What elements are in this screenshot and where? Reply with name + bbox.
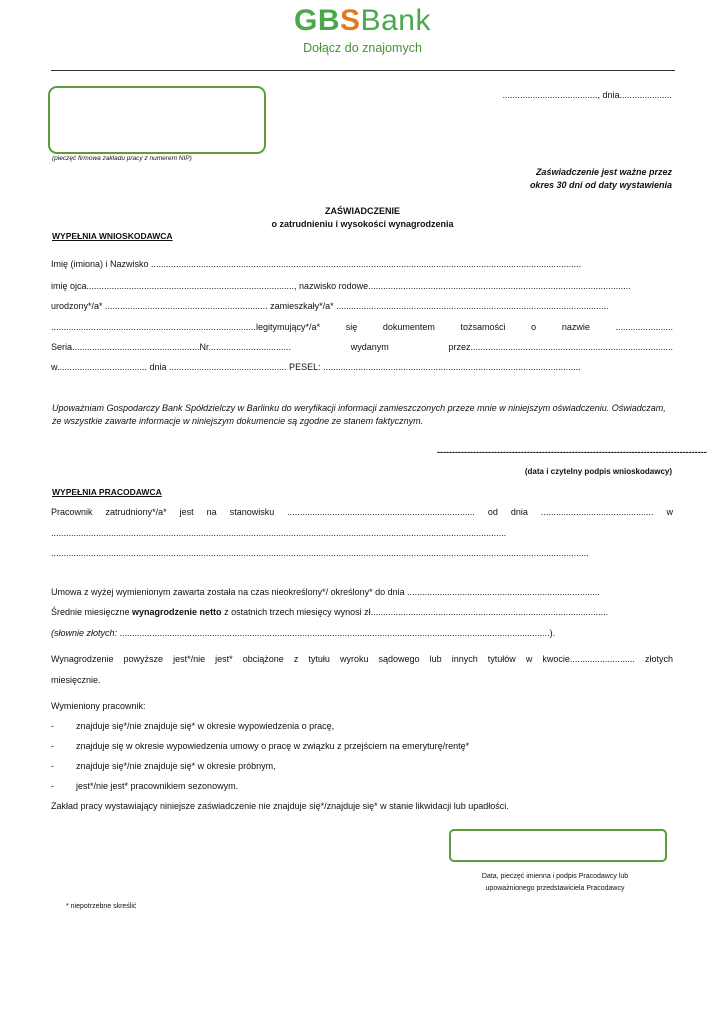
employer-stamp-box[interactable] <box>449 829 667 862</box>
title-main: ZAŚWIADCZENIE <box>325 206 400 216</box>
id-series-field[interactable]: Seria...................................................Nr................................. wydanym przez................................................................................. <box>51 342 673 352</box>
footnote: * niepotrzebne skreślić <box>66 903 137 910</box>
salary-words-field[interactable]: (słownie złotych: ............................................................................................................................................................................). <box>51 628 556 638</box>
validity-line-1: Zaświadczenie jest ważne przez <box>535 167 672 177</box>
position-continuation-field-2[interactable]: ....................................................................................................................................................................................................................... <box>51 548 589 558</box>
company-stamp-box[interactable] <box>48 86 266 154</box>
logo-tagline: Dołącz do znajomych <box>303 41 422 55</box>
employer-section-heading: WYPEŁNIA PRACODAWCA <box>52 487 162 497</box>
list-item: - jest*/nie jest* pracownikiem sezonowym. <box>51 781 239 791</box>
position-continuation-field[interactable]: ...................................................................................................................................................................................... <box>51 528 507 538</box>
title-sub: o zatrudnieniu i wysokości wynagrodzenia <box>271 219 454 229</box>
applicant-name-field[interactable]: Imię (imiona) i Nazwisko ............................................................................................................................................................................ <box>51 259 582 269</box>
list-item: - znajduje się w okresie wypowiedzenia umowy o pracę w związku z przejściem na emeryturę/rentę* <box>51 741 470 751</box>
header-divider <box>51 70 675 71</box>
list-item: - znajduje się*/nie znajduje się* w okresie próbnym, <box>51 761 276 771</box>
issue-pesel-field[interactable]: w.................................... dnia ............................................... PESEL: ....................................................................................................... <box>51 362 581 372</box>
id-document-field[interactable]: ..................................................................................legitymujący*/a* się dokumentem tożsamości o nazwie ....................... <box>51 322 673 332</box>
document-title <box>0 205 725 231</box>
liquidation-statement: Zakład pracy wystawiający niniejsze zaświadczenie nie znajduje się*/znajduje się* w stanie likwidacji lub upadłości. <box>51 801 509 811</box>
salary-burden-field[interactable]: Wynagrodzenie powyższe jest*/nie jest* obciążone z tytułu wyroku sądowego lub innych tytułów w kwocie.......................... złotych <box>51 654 673 664</box>
bank-logo: GBSBank <box>294 4 431 37</box>
applicant-section-heading: WYPEŁNIA WNIOSKODAWCA <box>52 231 173 241</box>
authorization-statement: Upoważniam Gospodarczy Bank Spółdzielczy w Barlinku do weryfikacji informacji zamieszczonych przeze mnie w niniejszym oświadczeniu. Oświadczam, że wszystkie zawarte informacje w niniejszym dokumencie są zgodne ze stanem faktycznym. <box>52 403 666 426</box>
position-field[interactable]: Pracownik zatrudniony*/a* jest na stanowisku ........................................................................... od dnia ............................................. w <box>51 507 673 517</box>
worker-status-intro: Wymieniony pracownik: <box>51 701 146 711</box>
validity-note <box>530 166 672 192</box>
applicant-signature-line[interactable]: ------------------------------------------------------------------------------------------ <box>437 447 707 457</box>
net-salary-field[interactable]: Średnie miesięczne wynagrodzenie netto z ostatnich trzech miesięcy wynosi zł............................................................................................... <box>51 607 609 617</box>
place-date-field[interactable]: ......................................, dnia..................... <box>502 90 672 100</box>
salary-burden-continuation: miesięcznie. <box>51 675 101 685</box>
employer-caption-line-2: upoważnionego przedstawiciela Pracodawcy <box>485 885 625 892</box>
employer-stamp-caption <box>430 871 680 895</box>
contract-term-field[interactable]: Umowa z wyżej wymienionym zawarta została na czas nieokreślony*/ określony* do dnia ............................................................................. <box>51 587 600 597</box>
father-name-field[interactable]: imię ojca..................................................................................., nazwisko rodowe......................................................................................................... <box>51 281 631 291</box>
birth-address-field[interactable]: urodzony*/a* ................................................................. zamieszkały*/a* ............................................................................................................. <box>51 301 609 311</box>
stamp-caption: (pieczęć firmowa zakładu pracy z numerem NIP) <box>52 155 192 162</box>
applicant-signature-caption: (data i czytelny podpis wnioskodawcy) <box>524 467 672 476</box>
list-item: - znajduje się*/nie znajduje się* w okresie wypowiedzenia o pracę, <box>51 721 335 731</box>
employer-caption-line-1: Data, pieczęć imienna i podpis Pracodawcy lub <box>481 873 629 880</box>
validity-line-2: okres 30 dni od daty wystawienia <box>529 180 672 190</box>
